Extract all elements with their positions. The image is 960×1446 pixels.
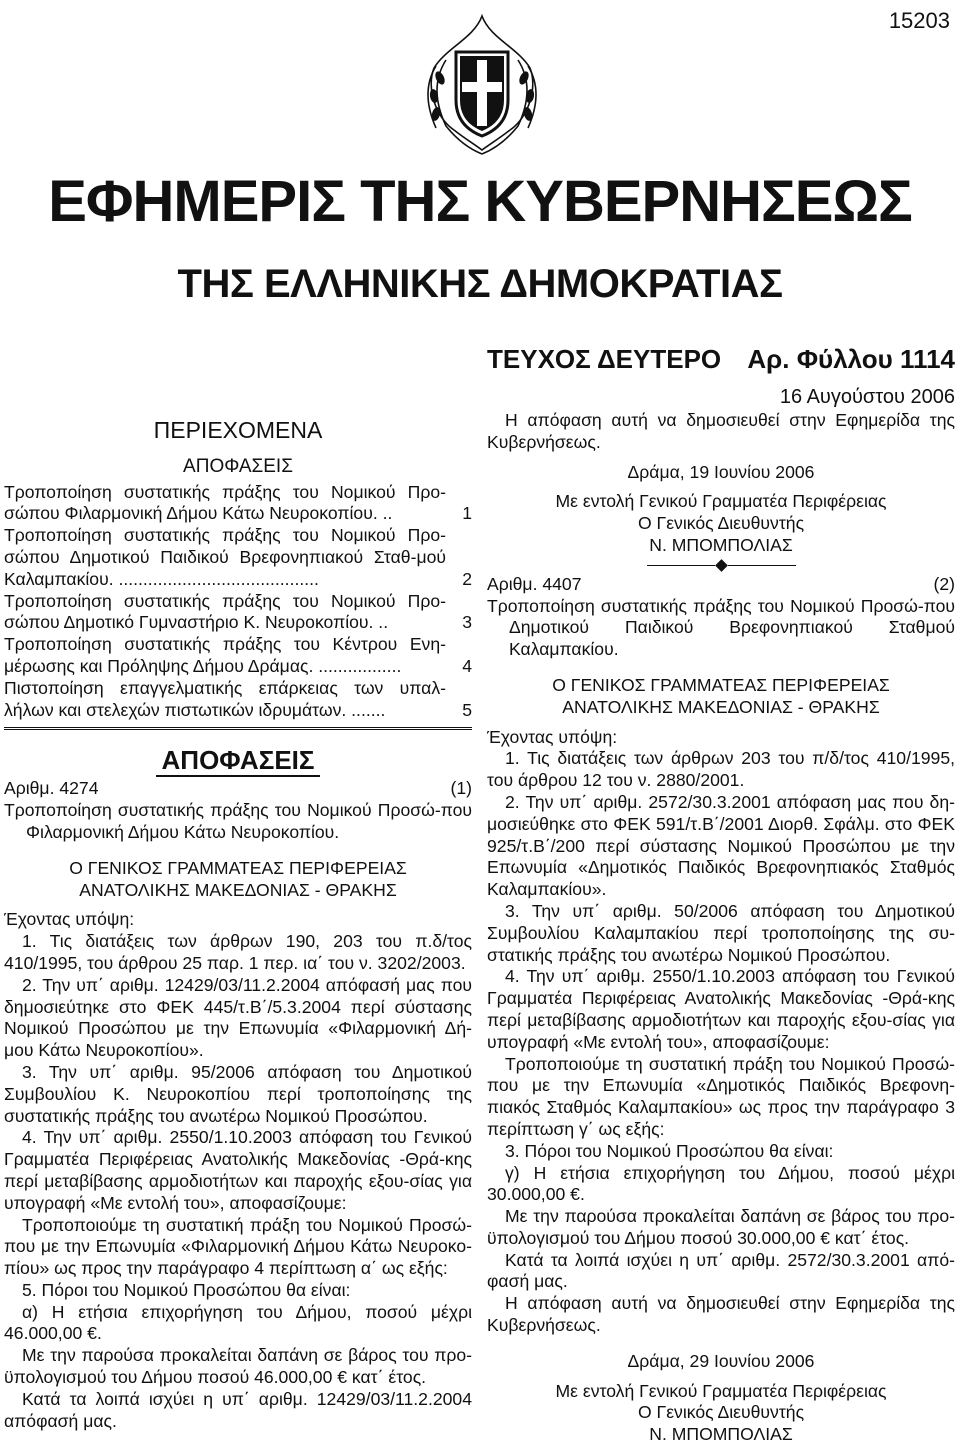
toc-item[interactable] (4, 678, 472, 722)
section-heading: ΑΠΟΦΑΣΕΙΣ (4, 746, 472, 774)
paragraph: 5. Πόροι του Νομικού Προσώπου θα είναι: (22, 1279, 351, 1300)
issue-line (487, 344, 955, 375)
diamond-icon (715, 559, 728, 572)
paragraph: 2. Την υπ΄ αριθμ. 2572/30.3.2001 απόφαση μας που δη-μοσιεύθηκε στο ΦΕΚ 591/τ.Β΄/2001 Διορθ. Σφάλμ. στο ΦΕΚ 925/τ.Β΄/200 περί σύστασης Νομικού Προσώπου με την Επωνυμία «Δημοτικός Παιδικός Βρεφονηπιακός Σταθμός Καλαμπακίου». (487, 791, 955, 900)
paragraph: Κατά τα λοιπά ισχύει η υπ΄ αριθμ. 12429/03/11.2.2004 απόφασή μας. (4, 1388, 472, 1431)
toc-item-page: 5 (462, 699, 472, 720)
gazette-subtitle: ΤΗΣ ΕΛΛΗΝΙΚΗΣ ΔΗΜΟΚΡΑΤΙΑΣ (177, 262, 783, 306)
decision-seq: (1) (450, 778, 472, 799)
paragraph: 1. Τις διατάξεις των άρθρων 203 του π/δ/τος 410/1995, του άρθρου 12 του ν. 2880/2001. (487, 748, 955, 791)
issue-label: ΤΕΥΧΟΣ ΔΕΥΤΕΡΟ (487, 344, 722, 374)
signature-name: Ν. ΜΠΟΜΠΟΛΙΑΣ (649, 534, 793, 555)
issue-date: 16 Αυγούστου 2006 (779, 386, 955, 408)
paragraph: α) Η ετήσια επιχορήγηση του Δήμου, ποσού μέχρι 46.000,00 €. (4, 1301, 472, 1344)
signature-line: Ο Γενικός Διευθυντής (637, 513, 805, 534)
paragraph: γ) Η ετήσια επιχορήγηση του Δήμου, ποσού μέχρι 30.000,00 €. (487, 1162, 955, 1205)
decision-number-row (4, 778, 472, 800)
paragraph: Κατά τα λοιπά ισχύει η υπ΄ αριθμ. 2572/30.3.2001 από-φασή μας. (487, 1249, 955, 1292)
section-divider (4, 727, 472, 730)
decision-number-row (487, 574, 955, 596)
paragraph: 2. Την υπ΄ αριθμ. 12429/03/11.2.2004 απόφασή μας που δημοσιεύτηκε στο ΦΕΚ 445/τ.Β΄/5.3.2004 περί σύστασης Νομικού Προσώπου με την Επωνυμία «Φιλαρμονική Δή-μου Κάτω Νευροκοπίου». (4, 974, 472, 1061)
toc-item-text: Τροποποίηση συστατικής πράξης του Νομικού Προ-σώπου Δημοτικό Γυμναστήριο Κ. Νευροκοπίου. .. (4, 590, 446, 633)
sheet-number: Αρ. Φύλλου 1114 (747, 344, 955, 374)
signature-name: Ν. ΜΠΟΜΠΟΛΙΑΣ (649, 1424, 793, 1445)
toc-item[interactable] (4, 591, 472, 635)
toc-item-text: Τροποποίηση συστατικής πράξης του Νομικού Προ-σώπου Δημοτικού Παιδικού Βρεφονηπιακού Σταθ-μού Καλαμπακίου. ......................................... (4, 525, 446, 589)
decision-divider (487, 561, 955, 570)
toc-item-page: 4 (462, 655, 472, 676)
publish-note: Η απόφαση αυτή να δημοσιευθεί στην Εφημερίδα της Κυβερνήσεως. (487, 410, 955, 452)
paragraph: Με την παρούσα προκαλείται δαπάνη σε βάρος του προ-ϋπολογισμού του Δήμου ποσού 30.000,00 € κατ΄ έτος. (487, 1206, 955, 1248)
place-date: Δράμα, 19 Ιουνίου 2006 (627, 461, 815, 482)
paragraph: Η απόφαση αυτή να δημοσιευθεί στην Εφημερίδα της Κυβερνήσεως. (487, 1293, 955, 1336)
considering-label: Έχοντας υπόψη: (487, 726, 618, 747)
place-date: Δράμα, 29 Ιουνίου 2006 (627, 1350, 815, 1371)
signature-line: Με εντολή Γενικού Γραμματέα Περιφέρειας (555, 491, 887, 512)
signature-line: Ο Γενικός Διευθυντής (637, 1402, 805, 1423)
authority-line: ΑΝΑΤΟΛΙΚΗΣ ΜΑΚΕΔΟΝΙΑΣ - ΘΡΑΚΗΣ (79, 879, 397, 900)
paragraph: Τροποποιούμε τη συστατική πράξη του Νομικού Προσώ-που με την Επωνυμία «Φιλαρμονική Δήμου Κάτω Νευροκο-πίου» ως προς την παράγραφο 4 περίπτωση α΄ ως εξής: (4, 1214, 472, 1279)
toc-item-page: 1 (462, 503, 472, 524)
paragraph: 1. Τις διατάξεις των άρθρων 190, 203 του π.δ/τος 410/1995, του άρθρου 25 παρ. 1 περ. ια΄ του ν. 3202/2003. (4, 931, 472, 973)
toc-heading: ΠΕΡΙΕΧΟΜΕΝΑ (153, 417, 323, 443)
toc-item-page: 3 (462, 612, 472, 633)
toc-item[interactable] (4, 634, 472, 678)
authority-line: ΑΝΑΤΟΛΙΚΗΣ ΜΑΚΕΔΟΝΙΑΣ - ΘΡΑΚΗΣ (562, 696, 880, 717)
toc-item[interactable] (4, 525, 472, 590)
paragraph: Με την παρούσα προκαλείται δαπάνη σε βάρος του προ-ϋπολογισμού του Δήμου ποσού 46.000,00 € κατ΄ έτος. (4, 1345, 472, 1388)
paragraph: 4. Την υπ΄ αριθμ. 2550/1.10.2003 απόφαση του Γενικού Γραμματέα Περιφέρειας Ανατολικής Μακεδονίας -Θρά-κης περί μεταβίβασης αρμοδιοτήτων και παροχής εξου-σίας για υπογραφή «Με εντολή του», αποφασίζουμε: (4, 1127, 472, 1213)
toc-item-text: Τροποποίηση συστατικής πράξης του Νομικού Προ-σώπου Φιλαρμονική Δήμου Κάτω Νευροκοπίου. .. (4, 481, 446, 524)
toc-item[interactable] (4, 482, 472, 526)
paragraph: Τροποποιούμε τη συστατική πράξη του Νομικού Προσώ-που με την Επωνυμία «Δημοτικός Παιδικός Βρεφονη-πιακός Σταθμός Καλαμπακίου» ως προς την παράγραφο 3 περίπτωση γ΄ ως εξής: (487, 1053, 955, 1139)
gazette-title: ΕΦΗΜΕΡΙΣ ΤΗΣ ΚΥΒΕΡΝΗΣΕΩΣ (48, 169, 912, 234)
paragraph: 3. Την υπ΄ αριθμ. 50/2006 απόφαση του Δημοτικού Συμβουλίου Καλαμπακίου περί τροποποίησης της συ-στατικής πράξης του ανωτέρω Νομικού Προσώπου. (487, 900, 955, 965)
coat-of-arms-emblem (406, 8, 558, 158)
page-number: 15203 (888, 8, 950, 33)
decision-seq: (2) (933, 573, 955, 594)
toc-subheading: ΑΠΟΦΑΣΕΙΣ (183, 455, 293, 477)
authority-line: Ο ΓΕΝΙΚΟΣ ΓΡΑΜΜΑΤΕΑΣ ΠΕΡΙΦΕΡΕΙΑΣ (69, 857, 407, 878)
signature-line: Με εντολή Γενικού Γραμματέα Περιφέρειας (555, 1380, 887, 1401)
considering-label: Έχοντας υπόψη: (4, 909, 135, 930)
decision-number: Αριθμ. 4407 (487, 573, 582, 594)
paragraph: 3. Την υπ΄ αριθμ. 95/2006 απόφαση του Δημοτικού Συμβουλίου Κ. Νευροκοπίου περί τροποποίησης της συστατικής πράξης του ανωτέρω Νομικού Προσώπου. (4, 1061, 472, 1126)
toc-item-text: Πιστοποίηση επαγγελματικής επάρκειας των υπαλ-λήλων και στελεχών πιστωτικών ιδρυμάτων. ....... (4, 677, 446, 720)
right-column (487, 384, 955, 1446)
toc-item-text: Τροποποίηση συστατικής πράξης του Κέντρου Ενη-μέρωσης και Πρόληψης Δήμου Δράμας. ................. (4, 634, 446, 676)
decision-subject: Τροποποίηση συστατικής πράξης του Νομικού Προσώ-που Φιλαρμονική Δήμου Κάτω Νευροκοπίου. (4, 800, 472, 842)
left-column (4, 417, 472, 1432)
authority-line: Ο ΓΕΝΙΚΟΣ ΓΡΑΜΜΑΤΕΑΣ ΠΕΡΙΦΕΡΕΙΑΣ (552, 674, 890, 695)
paragraph: 4. Την υπ΄ αριθμ. 2550/1.10.2003 απόφαση του Γενικού Γραμματέα Περιφέρειας Ανατολικής Μακεδονίας -Θρά-κης περί μεταβίβασης αρμοδιοτήτων και παροχής εξου-σίας για υπογραφή «Με εντολή του», αποφασίζουμε: (487, 966, 955, 1052)
decision-subject: Τροποποίηση συστατικής πράξης του Νομικού Προσώ-που Δημοτικού Παιδικού Βρεφονηπιακού Σταθμού Καλαμπακίου. (487, 595, 955, 660)
paragraph: 3. Πόροι του Νομικού Προσώπου θα είναι: (505, 1140, 834, 1161)
decision-number: Αριθμ. 4274 (4, 778, 99, 799)
toc-item-page: 2 (462, 568, 472, 589)
